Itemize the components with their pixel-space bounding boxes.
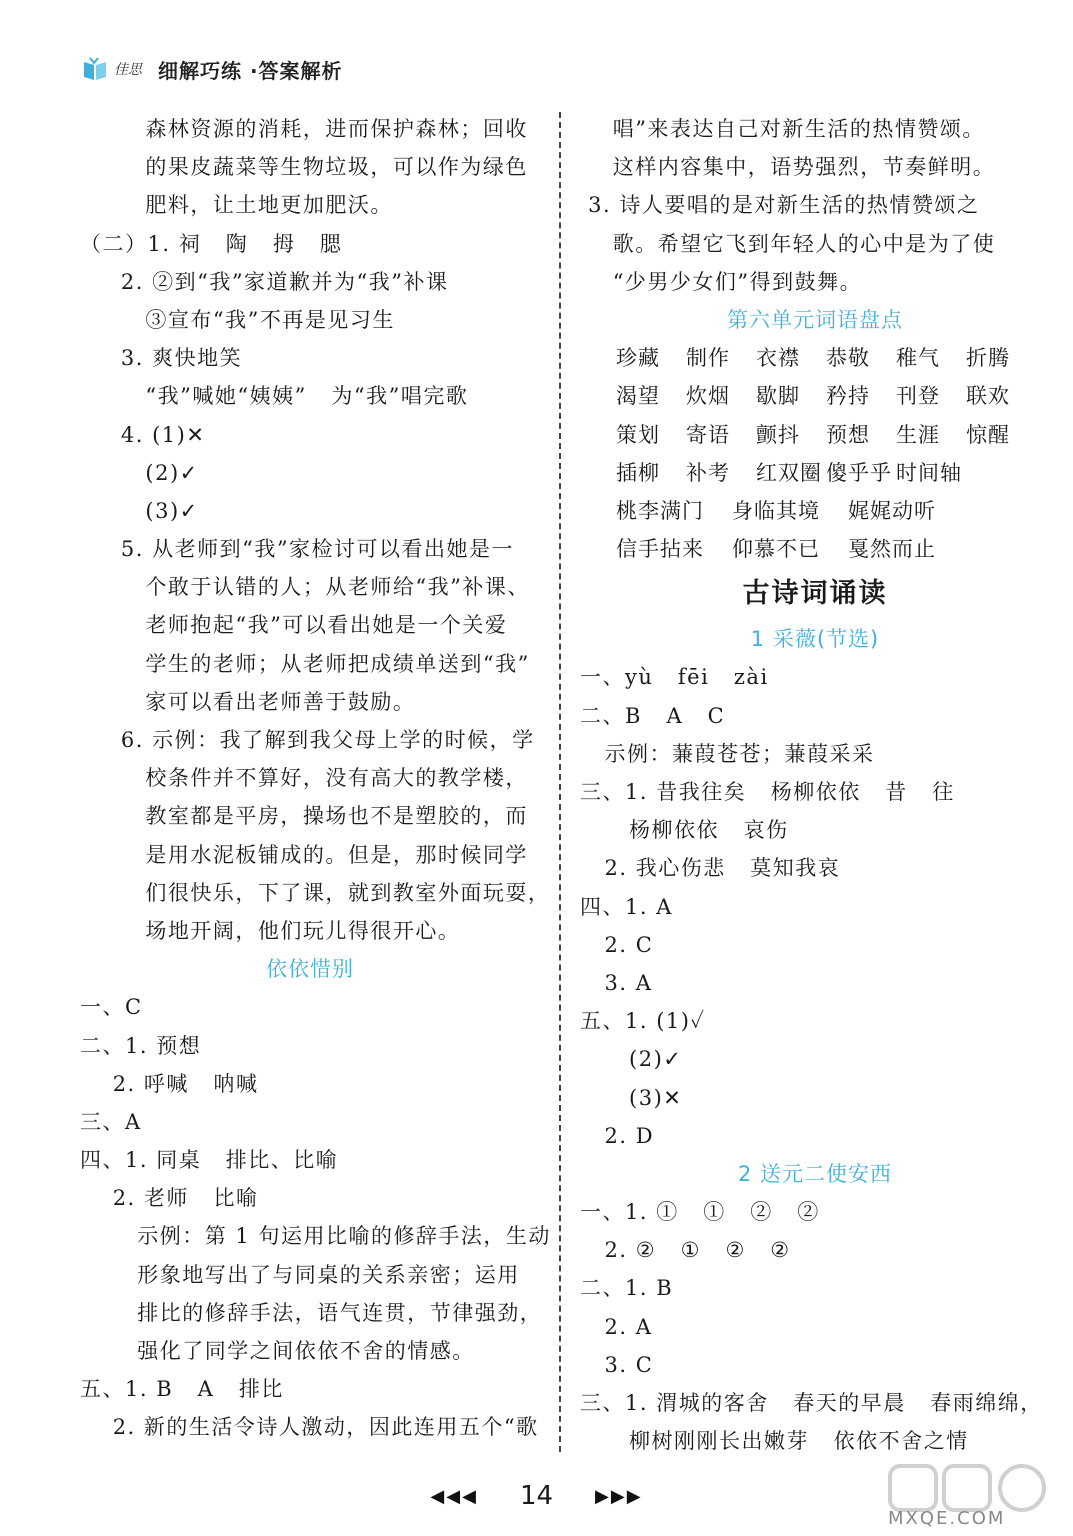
answer-line: 一、1. ① ① ② ② <box>580 1200 820 1225</box>
vocab-word: 制作 <box>686 346 730 371</box>
answer-line: 2. ②到“我”家道歉并为“我”补课 <box>80 269 449 294</box>
section-heading: 第六单元词语盘点 <box>727 307 903 332</box>
vocab-word: 刊登 <box>896 384 940 409</box>
answer-line: 2. C <box>580 932 654 957</box>
answer-line: 5. 从老师到“我”家检讨可以看出她是一 <box>80 537 515 562</box>
answer-line: 个敢于认错的人；从老师给“我”补课、 <box>80 575 530 600</box>
answer-line: 的果皮蔬菜等生物垃圾，可以作为绿色 <box>80 155 528 180</box>
vocab-word: 戛然而止 <box>848 537 936 562</box>
vocab-word: 生涯 <box>896 422 940 447</box>
vocab-word: 炊烟 <box>686 384 730 409</box>
answer-line: 教室都是平房，操场也不是塑胶的，而 <box>80 804 528 829</box>
answer-line: 学生的老师；从老师把成绩单送到“我” <box>80 651 530 676</box>
vocab-word: 矜持 <box>826 384 870 409</box>
answer-line: 2. ② ① ② ② <box>580 1238 791 1263</box>
right-column <box>580 110 1050 1460</box>
answer-line: (3)✕ <box>580 1085 683 1110</box>
answer-line: 五、1. B A 排比 <box>80 1377 284 1402</box>
answer-line: 强化了同学之间依依不舍的情感。 <box>80 1339 475 1363</box>
vocab-row <box>580 377 1050 415</box>
vocab-word: 预想 <box>826 422 870 447</box>
vocab-word: 折腾 <box>966 346 1010 371</box>
answer-line: 森林资源的消耗，进而保护森林；回收 <box>80 117 528 141</box>
answer-line: 示例：蒹葭苍苍；蒹葭采采 <box>580 741 875 766</box>
vocab-word: 信手拈来 <box>616 537 704 562</box>
answer-line: 歌。希望它飞到年轻人的心中是为了使 <box>580 231 996 256</box>
answer-line: ③宣布“我”不再是见习生 <box>80 307 395 332</box>
answer-line: “少男少女们”得到鼓舞。 <box>580 269 863 294</box>
answer-line: 3. 爽快地笑 <box>80 346 243 371</box>
answer-line: 3. A <box>580 970 653 995</box>
vocab-row <box>580 454 1050 492</box>
vocab-word: 身临其境 <box>732 498 820 523</box>
answer-line: 排比的修辞手法，语气连贯，节律强劲， <box>80 1300 543 1325</box>
answer-line: 四、1. 同桌 排比、比喻 <box>80 1148 339 1173</box>
page-header <box>82 52 343 86</box>
chapter-title: 古诗词诵读 <box>742 578 888 610</box>
next-arrows-icon: ▶▶▶ <box>595 1485 643 1507</box>
section-heading: 依依惜别 <box>266 957 354 982</box>
vocab-word: 红双圈 <box>756 460 822 485</box>
vocab-word: 插柳 <box>616 460 660 485</box>
answer-line: 唱”来表达自己对新生活的热情赞颂。 <box>580 117 985 141</box>
answer-line: 形象地写出了与同桌的关系亲密；运用 <box>80 1262 520 1287</box>
column-divider <box>559 112 561 1452</box>
vocab-word: 补考 <box>686 460 730 485</box>
vocab-row <box>580 339 1050 377</box>
section-heading: 2 送元二使安西 <box>737 1161 893 1186</box>
vocab-word: 娓娓动听 <box>848 498 936 523</box>
answer-line: 三、1. 昔我往矣 杨柳依依 昔 往 <box>580 780 955 804</box>
answer-line: 校条件并不算好，没有高大的教学楼， <box>80 766 528 791</box>
header-title: 细解巧练 ·答案解析 <box>158 58 343 83</box>
vocab-word: 联欢 <box>966 384 1010 409</box>
section-heading: 1 采薇(节选) <box>750 627 880 652</box>
vocab-word: 时间轴 <box>896 460 962 485</box>
vocab-row <box>580 530 1050 568</box>
vocab-word: 仰慕不已 <box>732 537 820 562</box>
vocab-word: 颤抖 <box>756 422 800 447</box>
watermark-text: MXQE.COM <box>888 1508 1006 1529</box>
answer-line: “我”喊她“姨姨” 为“我”唱完歌 <box>80 384 469 409</box>
vocab-word: 惊醒 <box>966 422 1010 447</box>
answer-line: 是用水泥板铺成的。但是，那时候同学 <box>80 842 528 867</box>
vocab-word: 傻乎乎 <box>826 460 892 485</box>
answer-line: 二、B A C <box>580 703 726 728</box>
answer-line: 4. (1)✕ <box>80 422 206 447</box>
answer-line: 杨柳依依 哀伤 <box>580 818 789 843</box>
answer-line: 2. D <box>580 1123 655 1148</box>
page-number: 14 <box>519 1481 554 1511</box>
brand-name: 佳思 <box>114 62 142 78</box>
vocab-word: 寄语 <box>686 422 730 447</box>
vocab-word: 衣襟 <box>756 346 800 371</box>
answer-line: 柳树刚刚长出嫩芽 依依不舍之情 <box>580 1429 969 1454</box>
answer-line: 肥料，让土地更加肥沃。 <box>80 193 393 218</box>
vocab-word: 歇脚 <box>756 384 800 409</box>
answer-line: (3)✓ <box>80 498 199 523</box>
answer-line: 6. 示例：我了解到我父母上学的时候，学 <box>80 728 535 752</box>
vocab-word: 策划 <box>616 422 660 447</box>
answer-line: 们很快乐，下了课，就到教室外面玩耍， <box>80 880 551 905</box>
answer-line: 2. 老师 比喻 <box>80 1186 259 1211</box>
vocab-word: 恭敬 <box>826 346 870 371</box>
answer-line: 五、1. (1)✓ <box>580 1009 706 1034</box>
answer-line: 一、yù fēi zài <box>580 665 769 690</box>
answer-line: 三、1. 渭城的客舍 春天的早晨 春雨绵绵， <box>580 1391 1043 1415</box>
answer-line: 2. 呼喊 呐喊 <box>80 1071 259 1096</box>
answer-line: 2. A <box>580 1314 653 1339</box>
vocab-word: 渴望 <box>616 384 660 409</box>
answer-line: 家可以看出老师善于鼓励。 <box>80 689 416 714</box>
answer-line: 3. 诗人要唱的是对新生活的热情赞颂之 <box>580 193 980 218</box>
answer-line: 示例：第 1 句运用比喻的修辞手法，生动 <box>80 1224 551 1249</box>
answer-line: (2)✓ <box>580 1047 683 1072</box>
answer-line: 老师抱起“我”可以看出她是一个关爱 <box>80 613 508 638</box>
answer-line: 3. C <box>580 1352 654 1377</box>
prev-arrows-icon: ◀◀◀ <box>430 1485 478 1507</box>
answer-line: 场地开阔，他们玩儿得很开心。 <box>80 918 461 943</box>
answer-line: 三、A <box>80 1109 142 1134</box>
answer-line: 四、1. A <box>580 894 673 919</box>
vocab-row <box>580 416 1050 454</box>
vocab-word: 稚气 <box>896 346 940 371</box>
answer-line: 2. 我心伤悲 莫知我哀 <box>580 856 841 881</box>
answer-line: 2. 新的生活令诗人激动，因此连用五个“歌 <box>80 1415 539 1440</box>
answer-line: 一、C <box>80 995 143 1020</box>
left-column <box>80 110 551 1447</box>
book-logo-icon <box>82 56 108 82</box>
answer-line: （二）1. 祠 陶 拇 腮 <box>80 231 343 256</box>
vocab-word: 桃李满门 <box>616 498 704 523</box>
answer-line: 二、1. 预想 <box>80 1033 202 1058</box>
vocab-row <box>580 492 1050 530</box>
vocab-word: 珍藏 <box>616 346 660 371</box>
answer-line: 这样内容集中，语势强烈，节奏鲜明。 <box>580 155 996 180</box>
answer-line: 二、1. B <box>580 1276 674 1301</box>
answer-line: (2)✓ <box>80 460 199 485</box>
